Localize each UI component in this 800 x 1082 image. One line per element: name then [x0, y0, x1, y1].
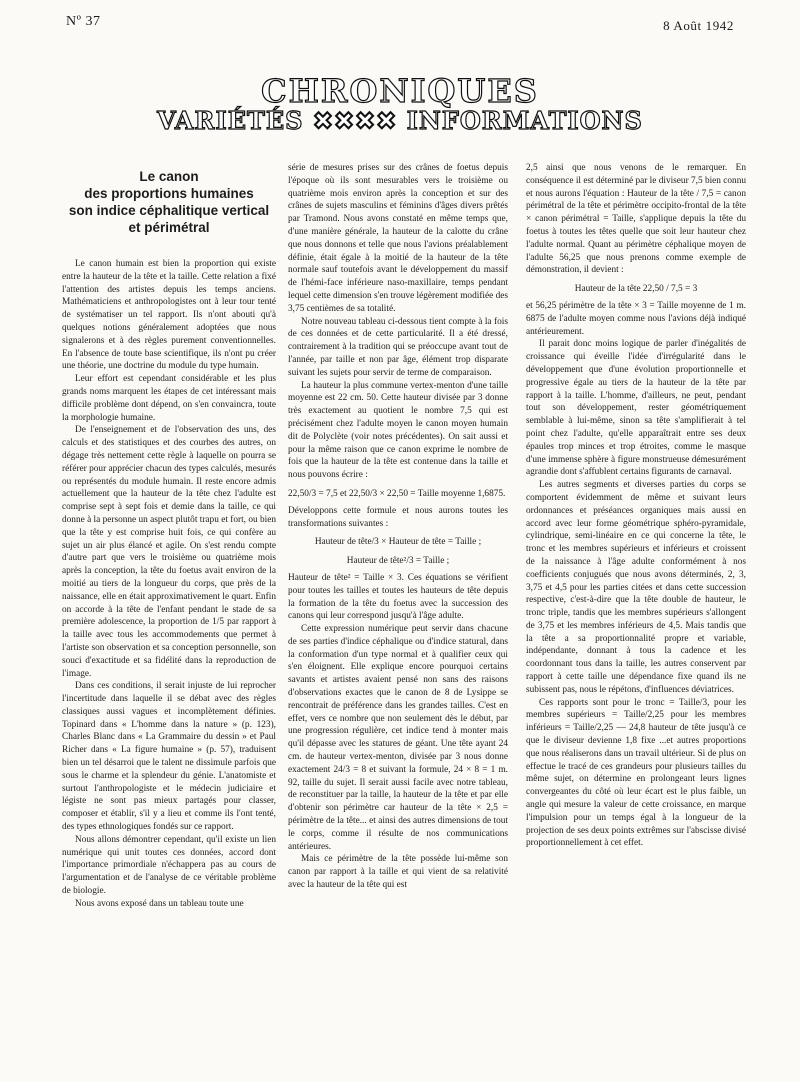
paragraph: Mais ce périmètre de la tête possède lui-même son canon par rapport à la taille et qui vient de sa relativité avec la hauteur de la tête qui est	[288, 854, 508, 891]
paragraph: Développons cette formule et nous aurons toutes les transformations suivantes :	[288, 505, 508, 529]
article-column-2	[288, 162, 508, 1076]
paragraph: De l'enseignement et de l'observation des uns, des calculs et des statistiques et des courbes des autres, on dégage très nettement cette règle à laquelle on pourra se référer pour apprécier chacun des types calculés, mesurés ou représentés du module humain. Il reste encore admis actuellement que la hauteur de la tête chez l'adulte est comprise sept à sept fois et demie dans la taille, ce qui donne à la personne un aspect plutôt trapu et fort, ou bien que la tête y est comprise huit fois, ce qui confère au sujet un air plus élancé et agile. On s'est rendu compte d'autre part que vers le troisième ou quatrième mois après la conception, la tête du foetus avait environ de la moitié au tiers de la longueur du corps, que près de la naissance, elle en était approximativement le quart. Enfin on accorde à la tête de l'enfant pendant le stade de sa première adolescence, la proportion de 1/5 par rapport à la taille avec tous les accommodements que permet à l'artiste son observation et sa conception personnelle, son souci d'exactitude et sa fidélité dans la reproduction de l'image.	[62, 425, 276, 679]
paragraph: 2,5 ainsi que nous venons de le remarquer. En conséquence il est déterminé par le diviseur 7,5 bien connu et nous aurons l'équation : Hauteur de la tête / 7,5 = canon périmétral de la tête et périmètre occipito-frontal de la tête × canon périmétral = Taille, s'applique depuis la tête du foetus à toutes les têtes quelle que soit leur hauteur chez l'adulte normal. Quant au périmètre céphalique moyen de l'adulte 56,25 que nous prenons comme exemple de démonstration, il devient :	[526, 163, 746, 276]
paragraph: Cette expression numérique peut servir dans chacune de ses parties d'indice céphalique ou d'indice statural, dans la conformation d'un type normal et à qualifier ceux qui s'en éloignent. Elle explique encore pourquoi certains savants et artistes avaient pensé non sans des raisons d'observations exactes que le canon de 8 de Lysippe se rencontrait de préférence dans les grandes tailles. C'est en effet, vers ce nombre que non seulement dès le début, par une progression régulière, cet indice tend à monter mais qu'il dépasse avec les statures de géant. Une tête ayant 24 cm. de hauteur vertex-menton, divisée par 3 nous donne exactement 24/3 = 8 et suivant la formule, 24 × 8 = 1 m. 92, taille du sujet. Il serait aussi facile avec notre tableau, de reconstituer par la taille, la hauteur de la tête et par elle d'obtenir son périmètre car hauteur de la tête × 2,5 = périmètre de la tête... et ainsi des autres dimensions de tout le corps, comme il résulte de nos communications antérieures.	[288, 624, 508, 852]
paragraph: Nous allons démontrer cependant, qu'il existe un lien numérique qui unit toutes ces données, accord dont l'importance primordiale n'échappera pas au cours de l'argumentation et de l'analyse de ce véritable problème de biologie.	[62, 834, 276, 897]
paragraph: Il parait donc moins logique de parler d'inégalités de croissance qui éveille l'idée d'irrégularité dans le développement que d'une évolution proportionnelle et progressive égale au tiers de la hauteur de la tête par rapport à la taille. L'homme, d'ailleurs, ne peut, pendant tout son développement, rester géométriquement semblable à lui-même, sinon sa tête s'amplifierait à tel point chez l'adulte, qu'elle apparaîtrait entre ses deux épaules trop minces et trop étroites, comme le masque d'une immense sphère à figure monstrueuse démesurément agrandie dont s'affublent certains figurants de carnaval.	[526, 339, 746, 478]
formula-taille-carre: Hauteur de tête²/3 = Taille ;	[346, 556, 450, 567]
formula-canon-perimetral: Hauteur de la tête 22,50 / 7,5 = 3	[574, 284, 698, 295]
paragraph: Ces rapports sont pour le tronc = Taille/3, pour les membres supérieurs = Taille/2,25 pour les membres inférieurs = Taille/2,25 — 24,8 hauteur de tête jusqu'à ce que le diviseur devienne 1,8 fixe ...et autres proportions que nous réaliserons dans un travail ultérieur. Si de plus on effectue le tracé de ces grandeurs pour plusieurs tailles du même sujet, on détermine en prolongeant leurs lignes convergeantes du côté où leur écart est le plus faible, un angle qui mesure la valeur de cette croissance, en marque l'impulsion pour un temps égal à la longueur de la projection de ses deux points extrêmes sur l'abscisse divisé proportionnellement à cet effet.	[526, 697, 746, 849]
issue-number: Nº 37	[66, 14, 101, 29]
formula-taille-moyenne: 22,50/3 = 7,5 et 22,50/3 × 22,50 = Taille moyenne 1,6875.	[288, 488, 506, 499]
paragraph: et 56,25 périmètre de la tête × 3 = Taille moyenne de 1 m. 6875 de l'adulte moyen comme nous l'avions déjà indiqué antérieurement.	[526, 300, 746, 337]
title-line: des proportions humaines	[84, 186, 254, 201]
paragraph: Hauteur de tête² = Taille × 3. Ces équations se vérifient pour toutes les tailles et toutes les hauteurs de tête depuis la formation de la tête du foetus avec la succession des canons qui leur correspond jusqu'à l'âge adulte.	[288, 572, 508, 622]
title-line: son indice céphalitique vertical	[68, 203, 270, 218]
paragraph: Les autres segments et diverses parties du corps se comportent évidemment de même et suivant leurs ordonnances et préséances organiques mais aussi en accord avec leur forme géométrique sphéro-pyramidale, cylindrique, semi-linéaire en ce qui concerne la tête, le tronc et les membres supérieurs et inférieurs et croissent de la naissance à l'âge adulte conformément à nos coefficients conjugués que nous avons déterminés, 2, 3, 3,75 et 4,5 pour les parties citées et dans cette succession respective, c'est-à-dire que la tête double de hauteur, le tronc triple, tandis que les membres supérieurs s'allongent de 3,75 et les membres inférieurs de 4,5. Mais tandis que la tête a sa proportionnalité propre et variable, indépendante, donnant à tous la cadence et les coordonnant tous dans la taille, les autres conservent par rapport à cette taille une dépendance fixe quand ils ne subissent pas, nous le répétons, d'influences déviatrices.	[526, 480, 746, 695]
paragraph: série de mesures prises sur des crânes de foetus depuis l'époque où ils sont mesurables vers le troisième ou quatrième mois environ après la conception et sur des crânes de sujets masculins et féminins d'âges divers prêtés par Tramond. Nous avons constaté en même temps que, d'une manière générale, la hauteur de la calotte du crâne que nous donnons et telle que nous l'avions préalablement définie, était égale à la moitié de la hauteur de la tête normale sauf toutefois avant le développement du massif de l'hémi-face inférieure naso-maxillaire, temps pendant lequel cette dimension s'en trouve légèrement modifiée des 3,75 centièmes de sa totalité.	[288, 163, 508, 314]
article-column-3	[526, 162, 746, 1076]
paragraph: La hauteur la plus commune vertex-menton d'une taille moyenne est 22 cm. 50. Cette hauteur divisée par 3 donne très exactement au quotient le nombre 7,5 qui est précisément chez l'adulte moyen le canon moyen humain dit de Polyclète (voir notes précédentes). On sait aussi et pour la même raison que ce canon exprime le nombre de fois que la hauteur de la tête est contenue dans la taille et nous pouvons écrire :	[288, 380, 508, 481]
section-banner-title: CHRONIQUES	[261, 72, 539, 110]
paragraph: Nous avons exposé dans un tableau toute une	[75, 898, 244, 909]
issue-date: 8 Août 1942	[663, 18, 734, 33]
paragraph: Dans ces conditions, il serait injuste de lui reprocher l'incertitude dans laquelle il se débat avec des règles classiques aussi vagues et incomplètement définies. Topinard dans « L'homme dans la nature » (p. 123), Charles Blanc dans « La Grammaire du dessin » et Paul Richer dans « La figure humaine » (p. 57), traduisent bien un tel désarroi que le talent ne dissimule parfois que sous le charme et la splendeur du génie. L'anatomiste et surtout l'anthropologiste et le médecin judiciaire et légiste ne sont pas mieux partagés pour classer, composer et établir, s'il y a lieu et comme ils l'ont tenté, des types ethnologiques fondés sur ce rapport.	[62, 681, 276, 833]
paragraph: Leur effort est cependant considérable et les plus grands noms marquent les étapes de cet intéressant mais difficile problème dont dépend, on s'en convaincra, toute la morphologie humaine.	[62, 374, 276, 423]
article-title	[62, 168, 276, 236]
paragraph: Le canon humain est bien la proportion qui existe entre la hauteur de la tête et la taille. Cette relation a fixé l'attention des artistes depuis les temps anciens. Mathématiciens et anthropologistes ont à leur tour tenté de systématiser un tel rapport. Ils n'ont abouti qu'à quelques notions généralement adoptées que nous signalerons et à des règles purement conventionnelles. En l'absence de toute base scientifique, ils n'ont pu créer une théorie, une doctrine du module du type humain.	[62, 259, 276, 372]
section-banner-subtitle: VARIÉTÉS ✖✖✖✖ INFORMATIONS	[157, 106, 643, 135]
title-line: Le canon	[139, 169, 199, 184]
article-column-1	[62, 160, 276, 1076]
title-line: et périmétral	[128, 220, 210, 235]
formula-taille: Hauteur de tête/3 × Hauteur de tête = Taille ;	[314, 537, 482, 548]
paragraph: Notre nouveau tableau ci-dessous tient compte à la fois de ces données et de cette particularité. Il a été dressé, contrairement à la tradition qui se préoccupe avant tout de l'année, par taille et non par âge, élément trop disparate suivant les sujets pour servir de terme de comparaison.	[288, 316, 508, 378]
